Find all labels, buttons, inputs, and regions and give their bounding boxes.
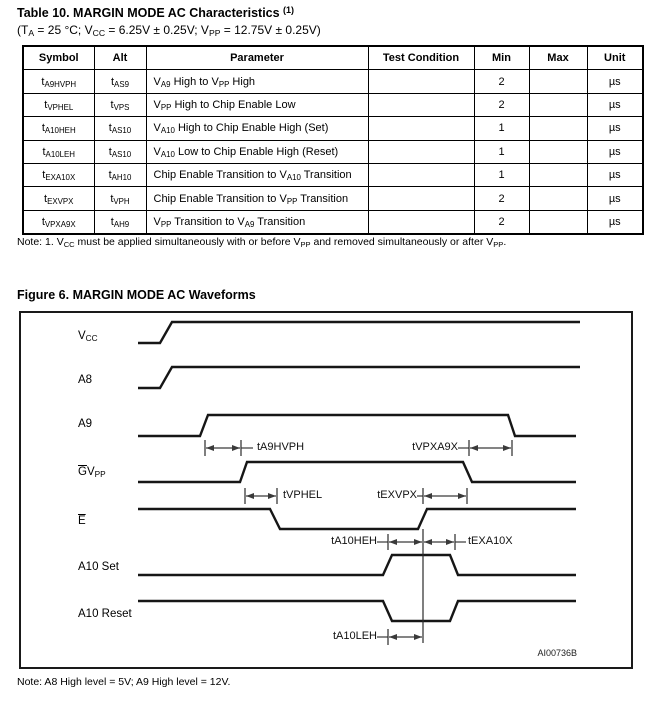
cell-symbol: $t_{EXVPX}$ [23,187,94,210]
dimension-tvphel [245,488,277,504]
figure-note: Note: A8 High level = 5V; A9 High level = 12V. [17,676,231,688]
timing-label-tvphel: tVPHEL [283,489,323,501]
cell-test-condition [368,187,474,210]
dimension-ta10leh [377,629,422,645]
cell-unit: µs [587,93,643,116]
cell-parameter: Chip Enable Transition to $V_{A10}$ Transition [146,163,368,186]
cell-test-condition [368,117,474,140]
cell-min: 2 [474,210,529,234]
column-header-test-condition: Test Condition [368,46,474,70]
cell-alt: $t_{VPH}$ [94,187,146,210]
table-header-row [23,46,643,70]
cell-parameter: $V_{PP}$ High to Chip Enable Low [146,93,368,116]
cell-max [529,210,587,234]
cell-min: 2 [474,70,529,93]
table-note: Note: 1. $V_{CC}$ must be applied simultaneously with or before $V_{PP}$ and removed simultaneously or after $V_{PP}$. [17,236,507,249]
cell-min: 1 [474,163,529,186]
cell-alt: $t_{AH9}$ [94,210,146,234]
timing-label-ta10leh: tA10LEH [332,630,377,642]
waveform-vcc [138,322,580,343]
table-row [23,70,643,93]
figure-id: AI00736B [537,648,577,658]
timing-label-texa10x: tEXA10X [468,535,513,547]
cell-unit: µs [587,187,643,210]
cell-parameter: Chip Enable Transition to $V_{PP}$ Transition [146,187,368,210]
column-header-symbol: Symbol [23,46,94,70]
waveform-e [138,509,576,529]
cell-min: 1 [474,140,529,163]
cell-unit: µs [587,140,643,163]
dimension-texvpx [417,488,467,504]
column-header-min: Min [474,46,529,70]
column-header-alt: Alt [94,46,146,70]
table-row [23,210,643,234]
cell-alt: $t_{AS10}$ [94,140,146,163]
timing-label-ta10heh: tA10HEH [331,535,377,547]
cell-symbol: $t_{A10LEH}$ [23,140,94,163]
column-header-unit: Unit [587,46,643,70]
column-header-parameter: Parameter [146,46,368,70]
column-header-max: Max [529,46,587,70]
cell-alt: $t_{AS10}$ [94,117,146,140]
cell-min: 1 [474,117,529,140]
cell-max [529,187,587,210]
cell-max [529,70,587,93]
cell-parameter: $V_{A9}$ High to $V_{PP}$ High [146,70,368,93]
dimension-ta9hvph [205,440,253,456]
cell-unit: µs [587,210,643,234]
signal-label-a10-set: A10 Set [78,561,119,573]
signal-label-a10-reset: A10 Reset [78,608,132,620]
cell-unit: µs [587,117,643,140]
cell-parameter: $V_{PP}$ Transition to $V_{A9}$ Transition [146,210,368,234]
signal-label-a9: A9 [78,418,93,430]
table-subtitle: ($T_A = 25$ °C; $V_{CC} = 6.25V \pm 0.25V$; $V_{PP} = 12.75V \pm 0.25V$) [17,23,321,38]
table-title: Table 10. MARGIN MODE AC Characteristics $^{(1)}$ [17,5,295,20]
cell-symbol: $t_{A10HEH}$ [23,117,94,140]
dimension-tvpxa9x [458,440,512,456]
cell-alt: $t_{VPS}$ [94,93,146,116]
cell-test-condition [368,140,474,163]
signal-label-e: $\overline{E}$ [78,515,86,527]
cell-test-condition [368,93,474,116]
cell-test-condition [368,163,474,186]
waveform-a10-set [138,555,576,575]
signal-label-gvpp: $\overline{G}V_{PP}$ [78,466,106,479]
cell-min: 2 [474,187,529,210]
waveform-gvpp [138,462,576,482]
table-row [23,117,643,140]
cell-symbol: $t_{A9HVPH}$ [23,70,94,93]
cell-symbol: $t_{EXA10X}$ [23,163,94,186]
waveform-a10-reset [138,601,576,621]
cell-min: 2 [474,93,529,116]
table-row [23,163,643,186]
cell-symbol: $t_{VPXA9X}$ [23,210,94,234]
dimension-texa10x [424,534,466,550]
cell-parameter: $V_{A10}$ Low to Chip Enable High (Reset) [146,140,368,163]
cell-max [529,163,587,186]
cell-parameter: $V_{A10}$ High to Chip Enable High (Set) [146,117,368,140]
waveform-a9 [138,415,576,436]
table-body [23,70,643,234]
cell-test-condition [368,210,474,234]
dimension-ta10heh [377,534,422,550]
cell-max [529,93,587,116]
waveform-a8 [138,367,580,388]
cell-alt: $t_{AH10}$ [94,163,146,186]
figure-title: Figure 6. MARGIN MODE AC Waveforms [17,288,256,302]
table-row [23,140,643,163]
timing-label-texvpx: tEXVPX [377,489,417,501]
signal-label-a8: A8 [78,374,93,386]
cell-test-condition [368,70,474,93]
cell-symbol: $t_{VPHEL}$ [23,93,94,116]
timing-label-tvpxa9x: tVPXA9X [412,441,458,453]
cell-alt: $t_{AS9}$ [94,70,146,93]
table-row [23,187,643,210]
table-row [23,93,643,116]
cell-unit: µs [587,70,643,93]
signal-label-vcc: $V_{CC}$ [78,330,98,343]
timing-label-ta9hvph: tA9HVPH [257,441,305,453]
cell-max [529,117,587,140]
cell-max [529,140,587,163]
ac-characteristics-table [22,45,644,235]
cell-unit: µs [587,163,643,186]
